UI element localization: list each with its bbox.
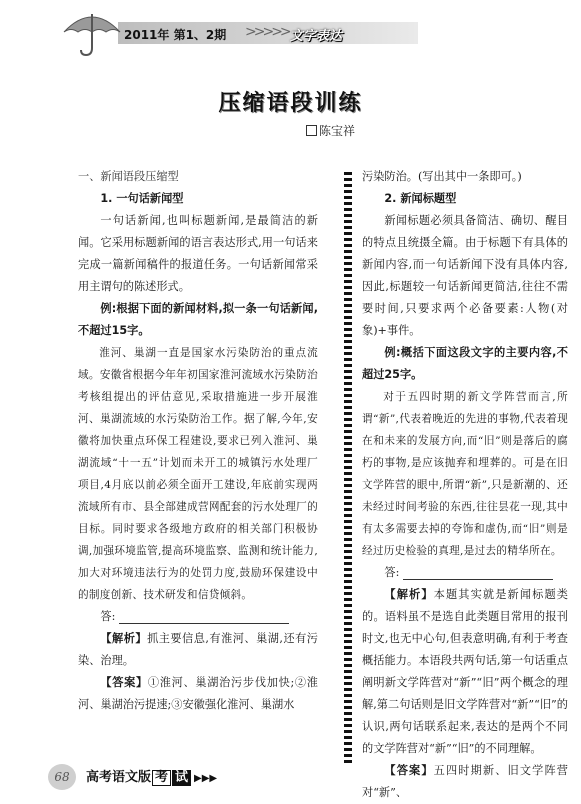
subheading-one-sentence-news: 1. 一句话新闻型 [100, 192, 184, 205]
example-prompt: 例:概括下面这段文字的主要内容,不超过25字。 [362, 346, 568, 381]
answer-key-tag: 【答案】 [384, 764, 434, 777]
answer-label: 答: [100, 610, 116, 623]
section-heading: 一、新闻语段压缩型 [78, 170, 179, 183]
answer-line [362, 562, 568, 584]
issue-label: 2011年 第1、2期 [124, 28, 227, 42]
analysis [78, 628, 318, 672]
page-number: 68 [48, 764, 76, 790]
analysis-text: 本题其实就是新闻标题类的。语料虽不是选自此类题目常用的报刊时文,也无中心句,但表意明确,有利于考查概括能力。本语段共两句话,第一句话重点阐明新文学阵营对“新”“旧”两个概念的理解,第二句话则是旧文学阵营对“新”“旧”的认识,两句话联系起来,表达的是两个不同的文学阵营对“新”“旧”的不同理解。 [362, 588, 568, 755]
author-name: 陈宝祥 [319, 124, 356, 138]
brand-box-kao: 考 [152, 770, 171, 786]
umbrella-icon [62, 8, 122, 58]
passage-material: 对于五四时期的新文学阵营而言,所谓“新”,代表着晚近的先进的事物,代表着现在和未来的发展方向,而“旧”则是落后的腐朽的事物,是应该抛弃和埋葬的。可是在旧文学阵营的眼中,所谓“新”,只是新潮的、还未经过时间考验的东西,往往昙花一现,其中有太多需要去掉的夸饰和虚伪,而“旧”则是经过历史检验的真理,是过去的精华所在。 [362, 391, 568, 557]
column-name: 文字表达 [290, 29, 343, 44]
answer-key-tag: 【答案】 [100, 676, 148, 689]
answer-key-text: ①淮河、巢湖治污步伐加快;②淮河、巢湖治污提速;③安徽强化淮河、巢湖水 [78, 676, 318, 711]
example-prompt: 例:根据下面的新闻材料,拟一条一句话新闻,不超过15字。 [78, 302, 318, 337]
triangle-arrows-icon: ▶▶▶ [194, 773, 218, 784]
answer-key [362, 760, 568, 804]
answer-blank [119, 609, 289, 624]
analysis [362, 584, 568, 760]
page-footer [40, 760, 340, 792]
answer-blank [403, 565, 553, 580]
brand-text: 高考语文版 [86, 770, 152, 785]
analysis-text: 抓主要信息,有淮河、巢湖,还有污染、治理。 [78, 632, 318, 667]
footer-brand [86, 766, 217, 786]
article-title: 压缩语段训练 [218, 91, 363, 116]
answer-label: 答: [384, 566, 400, 579]
paragraph: 新闻标题必须具备简洁、确切、醒目的特点且统摄全篇。由于标题下有具体的新闻内容,而一句话新闻下没有具体内容,因此,标题较一句话新闻更简洁,往往不需要时间,只要求两个必备要素:人物(对象)+事件。 [362, 214, 568, 337]
subheading-news-headline: 2. 新闻标题型 [384, 192, 457, 205]
paragraph: 一句话新闻,也叫标题新闻,是最简洁的新闻。它采用标题新闻的语言表达形式,用一句话来完成一篇新闻稿件的报道任务。一句话新闻常采用主谓句的陈述形式。 [78, 214, 318, 293]
continued-text: 污染防治。(写出其中一条即可。) [362, 170, 522, 183]
analysis-tag: 【解析】 [100, 632, 148, 645]
left-column [78, 166, 318, 716]
news-material: 淮河、巢湖一直是国家水污染防治的重点流域。安徽省根据今年年初国家淮河流域水污染防治考核组提出的评估意见,采取措施进一步开展淮河、巢湖流域的水污染防治工作。据了解,今年,安徽将加快重点环保工程建设,要求已列入淮河、巢湖流域“十一五”计划而未开工的城镇污水处理厂项目,4月底以前必须全面开工建设,年底前实现两流域所有市、县全部建成营网配套的污水处理厂的目标。同时要求各级地方政府的相关部门积极协调,加强环境监管,提高环境监察、监测和统计能力,加大对环境违法行为的处罚力度,鼓励环保建设中的制度创新、技术研发和信贷倾斜。 [78, 347, 318, 601]
answer-key-text: 五四时期新、旧文学阵营对“新”、 [362, 764, 568, 799]
chevron-icon: >>>>> [245, 24, 289, 40]
answer-key [78, 672, 318, 716]
brand-box-shi: 试 [172, 770, 191, 786]
author-box-icon [306, 125, 317, 136]
answer-line [78, 606, 318, 628]
analysis-tag: 【解析】 [384, 588, 434, 601]
page-header [0, 0, 581, 60]
right-column [362, 166, 568, 804]
author-line [306, 122, 355, 139]
column-divider [344, 172, 352, 764]
